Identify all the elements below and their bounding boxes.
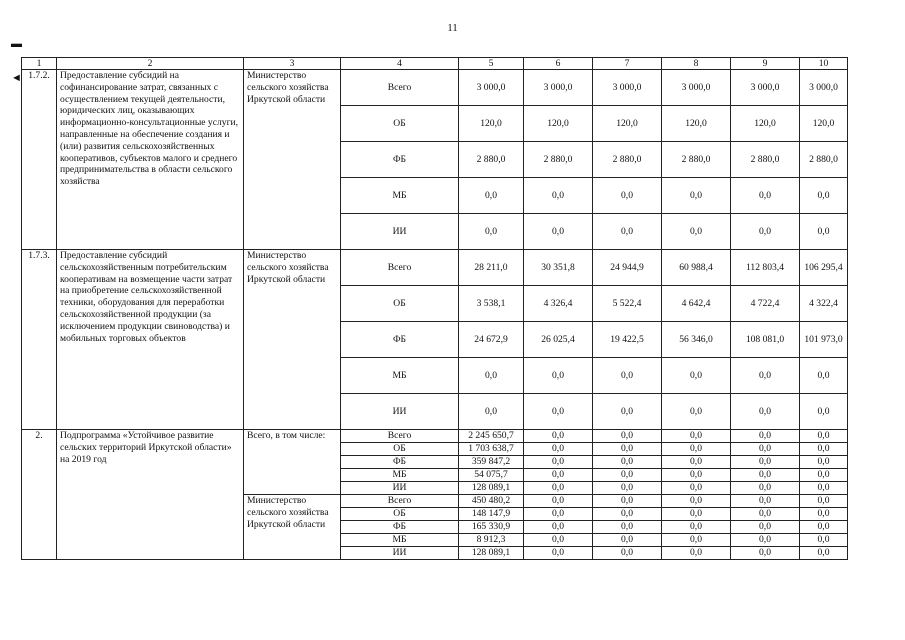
value-cell: 120,0 xyxy=(593,106,662,142)
value-cell: 148 147,9 xyxy=(459,508,524,521)
value-cell: 0,0 xyxy=(662,394,731,430)
value-cell: 0,0 xyxy=(662,443,731,456)
funding-source-cell: МБ xyxy=(341,178,459,214)
margin-mark: ▬ xyxy=(11,38,22,50)
header-cell: 6 xyxy=(524,58,593,70)
value-cell: 0,0 xyxy=(800,358,848,394)
value-cell: 2 880,0 xyxy=(731,142,800,178)
value-cell: 2 880,0 xyxy=(800,142,848,178)
value-cell: 5 522,4 xyxy=(593,286,662,322)
value-cell: 2 880,0 xyxy=(524,142,593,178)
value-cell: 0,0 xyxy=(662,430,731,443)
value-cell: 0,0 xyxy=(459,178,524,214)
value-cell: 0,0 xyxy=(524,482,593,495)
value-cell: 0,0 xyxy=(731,443,800,456)
value-cell: 0,0 xyxy=(731,214,800,250)
value-cell: 0,0 xyxy=(524,443,593,456)
value-cell: 0,0 xyxy=(731,178,800,214)
value-cell: 56 346,0 xyxy=(662,322,731,358)
value-cell: 0,0 xyxy=(524,547,593,560)
header-cell: 10 xyxy=(800,58,848,70)
value-cell: 120,0 xyxy=(731,106,800,142)
value-cell: 120,0 xyxy=(524,106,593,142)
funding-source-cell: ОБ xyxy=(341,443,459,456)
funding-source-cell: ФБ xyxy=(341,456,459,469)
value-cell: 0,0 xyxy=(459,358,524,394)
header-row xyxy=(22,58,848,70)
value-cell: 0,0 xyxy=(662,214,731,250)
funding-source-cell: МБ xyxy=(341,469,459,482)
value-cell: 0,0 xyxy=(593,358,662,394)
value-cell: 0,0 xyxy=(593,178,662,214)
value-cell: 3 000,0 xyxy=(662,70,731,106)
value-cell: 0,0 xyxy=(800,521,848,534)
value-cell: 54 075,7 xyxy=(459,469,524,482)
item-name-cell: Подпрограмма «Устойчивое развитие сельских территорий Иркутской области» на 2019 год xyxy=(57,430,244,560)
value-cell: 3 538,1 xyxy=(459,286,524,322)
value-cell: 24 672,9 xyxy=(459,322,524,358)
value-cell: 0,0 xyxy=(731,547,800,560)
value-cell: 3 000,0 xyxy=(593,70,662,106)
value-cell: 0,0 xyxy=(593,214,662,250)
executor-cell: Министерство сельского хозяйства Иркутской области xyxy=(244,495,341,560)
value-cell: 0,0 xyxy=(662,456,731,469)
funding-source-cell: Всего xyxy=(341,495,459,508)
value-cell: 0,0 xyxy=(800,178,848,214)
value-cell: 0,0 xyxy=(731,430,800,443)
header-cell: 5 xyxy=(459,58,524,70)
funding-source-cell: МБ xyxy=(341,358,459,394)
header-cell: 9 xyxy=(731,58,800,70)
value-cell: 0,0 xyxy=(593,534,662,547)
value-cell: 19 422,5 xyxy=(593,322,662,358)
value-cell: 0,0 xyxy=(662,508,731,521)
item-name-cell: Предоставление субсидий на софинансирование затрат, связанных с осуществлением текущей деятельности, юридических лиц, оказывающих информационно-консультационные услуги, направленные на обеспечение создания и (или) развития сельскохозяйственных кооперативов, субъектов малого и среднего предпринимательства в области сельского хозяйства xyxy=(57,70,244,250)
value-cell: 120,0 xyxy=(800,106,848,142)
value-cell: 101 973,0 xyxy=(800,322,848,358)
funding-source-cell: Всего xyxy=(341,430,459,443)
value-cell: 0,0 xyxy=(731,521,800,534)
value-cell: 0,0 xyxy=(459,214,524,250)
value-cell: 0,0 xyxy=(662,469,731,482)
value-cell: 4 322,4 xyxy=(800,286,848,322)
funding-source-cell: ИИ xyxy=(341,214,459,250)
value-cell: 0,0 xyxy=(662,482,731,495)
value-cell: 0,0 xyxy=(662,495,731,508)
funding-source-cell: ФБ xyxy=(341,322,459,358)
value-cell: 0,0 xyxy=(524,495,593,508)
value-cell: 0,0 xyxy=(593,456,662,469)
value-cell: 3 000,0 xyxy=(800,70,848,106)
value-cell: 106 295,4 xyxy=(800,250,848,286)
executor-cell: Министерство сельского хозяйства Иркутской области xyxy=(244,70,341,250)
value-cell: 4 722,4 xyxy=(731,286,800,322)
value-cell: 0,0 xyxy=(593,508,662,521)
value-cell: 0,0 xyxy=(593,394,662,430)
value-cell: 0,0 xyxy=(800,547,848,560)
value-cell: 0,0 xyxy=(524,469,593,482)
value-cell: 112 803,4 xyxy=(731,250,800,286)
funding-source-cell: Всего xyxy=(341,250,459,286)
funding-source-cell: ФБ xyxy=(341,521,459,534)
value-cell: 28 211,0 xyxy=(459,250,524,286)
value-cell: 4 642,4 xyxy=(662,286,731,322)
value-cell: 0,0 xyxy=(731,508,800,521)
value-cell: 60 988,4 xyxy=(662,250,731,286)
item-number-cell: 2. xyxy=(22,430,57,560)
value-cell: 0,0 xyxy=(593,443,662,456)
page-number: 11 xyxy=(447,22,458,34)
value-cell: 0,0 xyxy=(800,482,848,495)
value-cell: 120,0 xyxy=(662,106,731,142)
value-cell: 3 000,0 xyxy=(731,70,800,106)
value-cell: 0,0 xyxy=(662,521,731,534)
value-cell: 0,0 xyxy=(800,495,848,508)
value-cell: 0,0 xyxy=(800,508,848,521)
value-cell: 0,0 xyxy=(662,358,731,394)
value-cell: 0,0 xyxy=(524,178,593,214)
value-cell: 0,0 xyxy=(800,430,848,443)
value-cell: 0,0 xyxy=(524,521,593,534)
executor-cell: Всего, в том числе: xyxy=(244,430,341,495)
value-cell: 0,0 xyxy=(731,482,800,495)
header-cell: 4 xyxy=(341,58,459,70)
value-cell: 0,0 xyxy=(731,534,800,547)
value-cell: 0,0 xyxy=(459,394,524,430)
header-cell: 2 xyxy=(57,58,244,70)
table-row xyxy=(22,430,848,443)
value-cell: 3 000,0 xyxy=(524,70,593,106)
value-cell: 2 880,0 xyxy=(459,142,524,178)
value-cell: 0,0 xyxy=(800,469,848,482)
value-cell: 128 089,1 xyxy=(459,547,524,560)
value-cell: 0,0 xyxy=(524,508,593,521)
value-cell: 0,0 xyxy=(593,469,662,482)
value-cell: 0,0 xyxy=(800,214,848,250)
item-number-cell: 1.7.3. xyxy=(22,250,57,430)
value-cell: 0,0 xyxy=(662,547,731,560)
margin-arrow-icon: ◄ xyxy=(11,72,22,84)
value-cell: 8 912,3 xyxy=(459,534,524,547)
value-cell: 0,0 xyxy=(662,534,731,547)
value-cell: 0,0 xyxy=(731,469,800,482)
value-cell: 359 847,2 xyxy=(459,456,524,469)
value-cell: 0,0 xyxy=(593,430,662,443)
value-cell: 0,0 xyxy=(662,178,731,214)
funding-source-cell: ОБ xyxy=(341,508,459,521)
item-number-cell: 1.7.2. xyxy=(22,70,57,250)
value-cell: 2 880,0 xyxy=(593,142,662,178)
funding-source-cell: ИИ xyxy=(341,394,459,430)
value-cell: 0,0 xyxy=(524,456,593,469)
header-cell: 8 xyxy=(662,58,731,70)
funding-source-cell: МБ xyxy=(341,534,459,547)
value-cell: 0,0 xyxy=(524,214,593,250)
table-row xyxy=(22,70,848,106)
value-cell: 0,0 xyxy=(593,495,662,508)
value-cell: 1 703 638,7 xyxy=(459,443,524,456)
value-cell: 24 944,9 xyxy=(593,250,662,286)
value-cell: 2 880,0 xyxy=(662,142,731,178)
value-cell: 0,0 xyxy=(800,534,848,547)
value-cell: 0,0 xyxy=(593,521,662,534)
value-cell: 128 089,1 xyxy=(459,482,524,495)
value-cell: 0,0 xyxy=(800,394,848,430)
value-cell: 108 081,0 xyxy=(731,322,800,358)
executor-cell: Министерство сельского хозяйства Иркутской области xyxy=(244,250,341,430)
value-cell: 0,0 xyxy=(731,456,800,469)
value-cell: 0,0 xyxy=(800,456,848,469)
funding-source-cell: ИИ xyxy=(341,547,459,560)
value-cell: 120,0 xyxy=(459,106,524,142)
funding-source-cell: ОБ xyxy=(341,286,459,322)
value-cell: 0,0 xyxy=(593,482,662,495)
value-cell: 0,0 xyxy=(524,534,593,547)
value-cell: 0,0 xyxy=(731,394,800,430)
value-cell: 0,0 xyxy=(800,443,848,456)
table-row xyxy=(22,250,848,286)
header-cell: 3 xyxy=(244,58,341,70)
funding-source-cell: ОБ xyxy=(341,106,459,142)
value-cell: 3 000,0 xyxy=(459,70,524,106)
header-cell: 1 xyxy=(22,58,57,70)
value-cell: 26 025,4 xyxy=(524,322,593,358)
value-cell: 0,0 xyxy=(524,394,593,430)
value-cell: 450 480,2 xyxy=(459,495,524,508)
funding-source-cell: ИИ xyxy=(341,482,459,495)
value-cell: 0,0 xyxy=(731,358,800,394)
value-cell: 30 351,8 xyxy=(524,250,593,286)
item-name-cell: Предоставление субсидий сельскохозяйственным потребительским кооперативам на возмещение части затрат на приобретение сельскохозяйственной техники, оборудования для переработки сельскохозяйственной продукции (за исключением продукции свиноводства) и мобильных торговых объектов xyxy=(57,250,244,430)
funding-source-cell: ФБ xyxy=(341,142,459,178)
value-cell: 0,0 xyxy=(524,358,593,394)
value-cell: 0,0 xyxy=(593,547,662,560)
value-cell: 4 326,4 xyxy=(524,286,593,322)
value-cell: 0,0 xyxy=(731,495,800,508)
value-cell: 2 245 650,7 xyxy=(459,430,524,443)
value-cell: 165 330,9 xyxy=(459,521,524,534)
funding-source-cell: Всего xyxy=(341,70,459,106)
budget-table xyxy=(21,57,848,560)
value-cell: 0,0 xyxy=(524,430,593,443)
header-cell: 7 xyxy=(593,58,662,70)
